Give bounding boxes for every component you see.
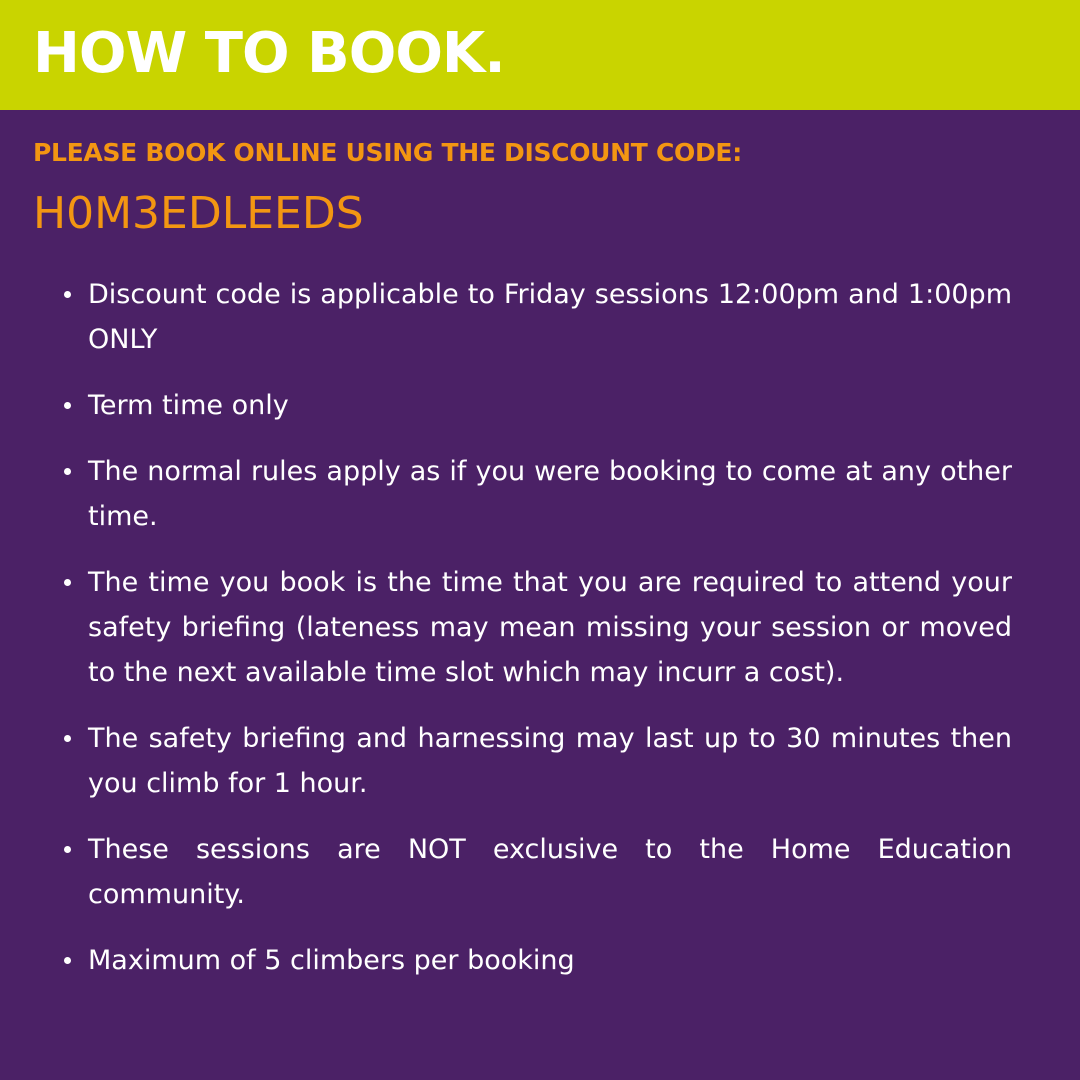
rule-text: The normal rules apply as if you were booking to come at any other time.	[88, 456, 1012, 532]
list-item	[62, 383, 1012, 428]
title-banner	[0, 0, 1080, 110]
bullet-icon	[64, 579, 71, 586]
list-item	[62, 827, 1012, 917]
page-title: HOW TO BOOK.	[33, 21, 505, 86]
bullet-icon	[64, 957, 71, 964]
booking-rules-list	[62, 272, 1012, 1004]
list-item	[62, 938, 1012, 983]
bullet-icon	[64, 291, 71, 298]
rule-text: Discount code is applicable to Friday sessions 12:00pm and 1:00pm ONLY	[88, 279, 1012, 355]
list-item	[62, 272, 1012, 362]
rule-text: Term time only	[88, 390, 289, 421]
discount-code: H0M3EDLEEDS	[33, 188, 364, 239]
bullet-icon	[64, 468, 71, 475]
list-item	[62, 449, 1012, 539]
bullet-icon	[64, 735, 71, 742]
rule-text: The time you book is the time that you are required to attend your safety briefing (lateness may mean missing your session or moved to the next available time slot which may incurr a cost).	[88, 567, 1012, 688]
list-item	[62, 716, 1012, 806]
rule-text: The safety briefing and harnessing may last up to 30 minutes then you climb for 1 hour.	[88, 723, 1012, 799]
bullet-icon	[64, 402, 71, 409]
rule-text: These sessions are NOT exclusive to the Home Education community.	[88, 834, 1012, 910]
booking-instruction: PLEASE BOOK ONLINE USING THE DISCOUNT CODE:	[33, 138, 742, 167]
bullet-icon	[64, 846, 71, 853]
rule-text: Maximum of 5 climbers per booking	[88, 945, 575, 976]
list-item	[62, 560, 1012, 695]
